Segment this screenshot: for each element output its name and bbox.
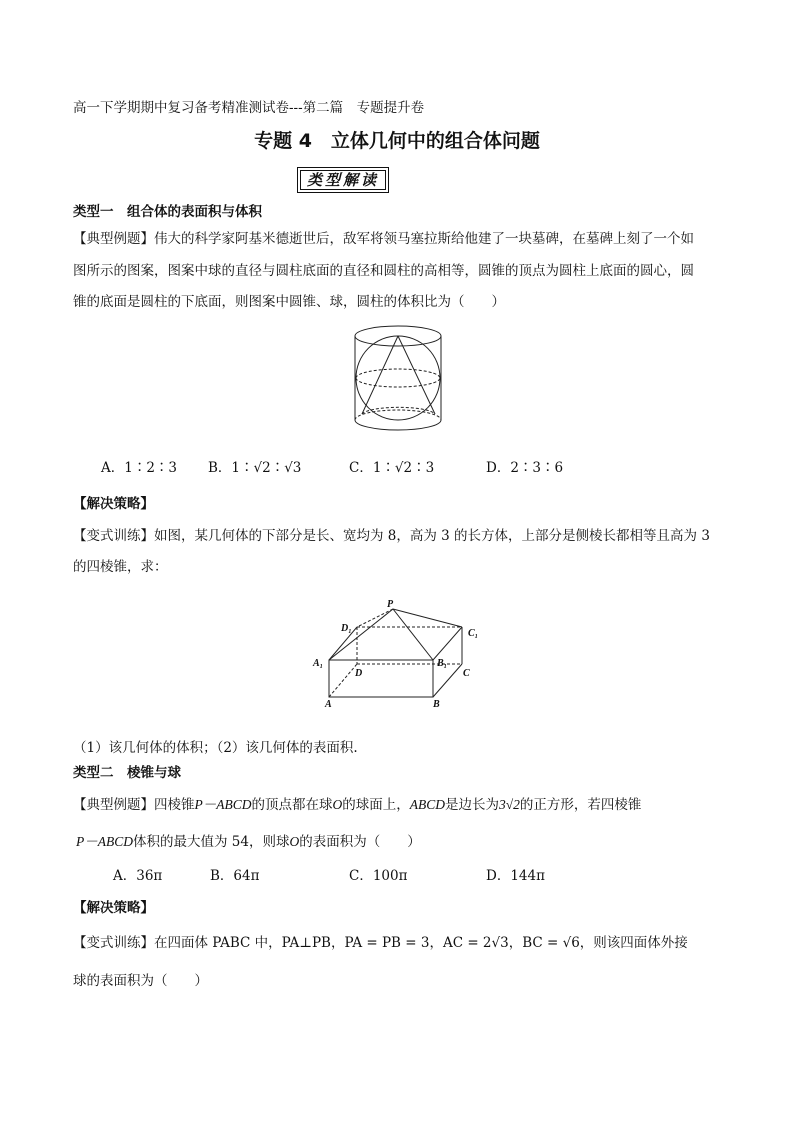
label-a: A bbox=[325, 699, 332, 710]
cone-right-edge bbox=[398, 336, 435, 414]
example2-text-a: 的顶点都在球 bbox=[251, 797, 333, 813]
sphere-equator-back bbox=[356, 369, 440, 378]
badge-label: 类型解读 bbox=[300, 170, 386, 190]
example1-line3: 锥的底面是圆柱的下底面，则图案中圆锥、球，圆柱的体积比为（ ） bbox=[73, 294, 505, 310]
example1-option-b: B．1∶√2∶√3 bbox=[208, 460, 302, 476]
math-pabcd: P－ABCD bbox=[194, 797, 252, 812]
prism-front-face bbox=[329, 660, 433, 697]
example2-text-d: 的正方形，若四棱锥 bbox=[519, 797, 642, 813]
pyramid-edge-pd1 bbox=[357, 609, 393, 627]
math-3sqrt2: 3√2 bbox=[499, 797, 520, 812]
practice1-line2: 的四棱锥，求： bbox=[73, 559, 168, 575]
example2-text-f: 的表面积为（ ） bbox=[299, 834, 421, 850]
example2-line2 bbox=[76, 832, 421, 852]
example2-text-c: 是边长为 bbox=[445, 797, 499, 813]
example2-option-a: A．36π bbox=[113, 868, 163, 884]
pyramid-edge-pb1 bbox=[393, 609, 433, 660]
cylinder-bottom-back bbox=[355, 410, 441, 420]
example2-text-e: 体积的最大值为 54，则球 bbox=[133, 834, 290, 850]
section1-heading: 类型一 组合体的表面积与体积 bbox=[73, 204, 262, 220]
label-c: C bbox=[463, 668, 470, 679]
section-badge bbox=[297, 167, 389, 193]
example2-text-b: 的球面上， bbox=[342, 797, 410, 813]
example2-option-d: D．144π bbox=[486, 868, 545, 884]
edge-b1-c1 bbox=[433, 627, 462, 660]
section1-strategy: 【解决策略】 bbox=[73, 496, 154, 512]
math-abcd: ABCD bbox=[409, 797, 445, 812]
example2-prefix: 【典型例题】四棱锥 bbox=[73, 797, 195, 813]
example1-line1: 【典型例题】伟大的科学家阿基米德逝世后，敌军将领马塞拉斯给他建了一块墓碑，在墓碑上刻了一个如 bbox=[73, 231, 694, 247]
section2-heading: 类型二 棱锥与球 bbox=[73, 765, 181, 781]
cylinder-bottom-front bbox=[355, 420, 441, 430]
practice1-line1: 【变式训练】如图，某几何体的下部分是长、宽均为 8，高为 3 的长方体，上部分是侧棱长都相等且高为 3 bbox=[73, 528, 710, 544]
label-b: B bbox=[433, 699, 440, 710]
sphere-equator-front bbox=[356, 378, 440, 387]
label-d1: D₁ bbox=[341, 623, 352, 634]
example1-option-c: C．1∶√2∶3 bbox=[349, 460, 435, 476]
example2-line1 bbox=[73, 795, 641, 815]
pyramid-edge-pa1 bbox=[329, 609, 393, 660]
label-d: D bbox=[355, 668, 363, 679]
practice2-line1: 【变式训练】在四面体 PABC 中，PA⊥PB，PA = PB = 3，AC = 2√3，BC = √6，则该四面体外接 bbox=[73, 935, 688, 951]
pyramid-edge-pc1 bbox=[393, 609, 462, 627]
practice2-line2: 球的表面积为（ ） bbox=[73, 973, 208, 989]
example1-option-d: D．2∶3∶6 bbox=[486, 460, 564, 476]
math-pabcd-2: P－ABCD bbox=[76, 834, 133, 849]
example1-option-a: A．1∶2∶3 bbox=[101, 460, 178, 476]
section2-strategy: 【解决策略】 bbox=[73, 900, 154, 916]
cylinder-sphere-cone-figure bbox=[350, 322, 450, 442]
math-o: O bbox=[332, 797, 343, 812]
page-title: 专题 4 立体几何中的组合体问题 bbox=[254, 130, 540, 152]
math-o-2: O bbox=[289, 834, 300, 849]
edge-a-d bbox=[329, 664, 357, 697]
label-b1: B₁ bbox=[437, 658, 448, 669]
label-c1: C₁ bbox=[468, 628, 479, 639]
cone-left-edge bbox=[362, 336, 398, 414]
label-p: P bbox=[387, 599, 394, 610]
example1-line2: 图所示的图案，图案中球的直径与圆柱底面的直径和圆柱的高相等，圆锥的顶点为圆柱上底面的圆心，圆 bbox=[73, 263, 694, 279]
prism-pyramid-figure bbox=[305, 598, 495, 713]
practice1-questions: （1）该几何体的体积；（2）该几何体的表面积. bbox=[73, 740, 358, 756]
label-a1: A₁ bbox=[313, 658, 324, 669]
example2-option-b: B．64π bbox=[210, 868, 260, 884]
page-header: 高一下学期期中复习备考精准测试卷---第二篇 专题提升卷 bbox=[73, 100, 425, 116]
example2-option-c: C．100π bbox=[349, 868, 408, 884]
